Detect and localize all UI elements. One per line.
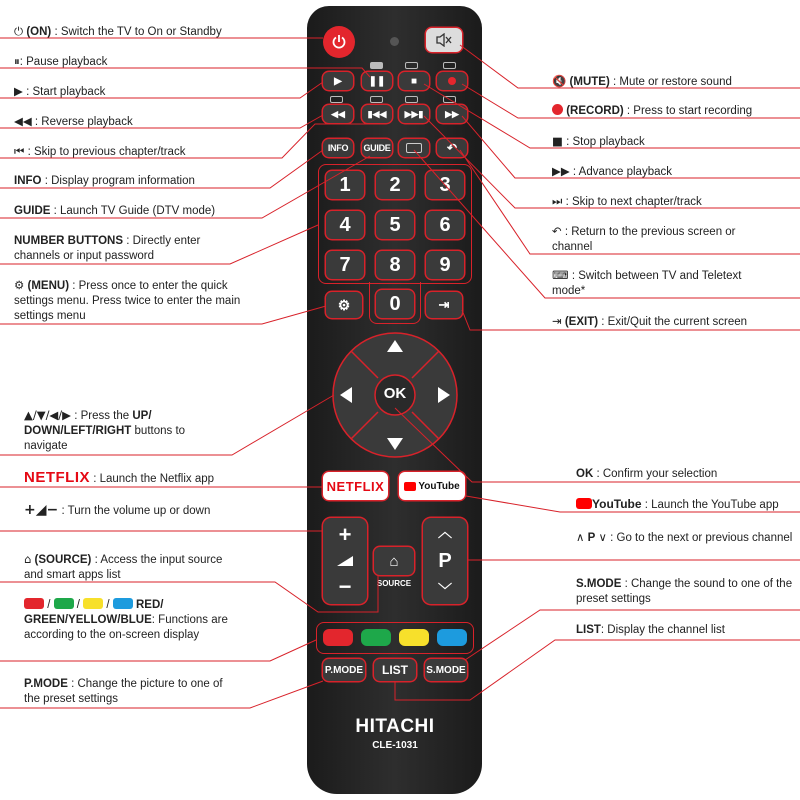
number-button-8[interactable]: 8 (376, 251, 414, 279)
ok-button[interactable]: OK (383, 385, 407, 402)
chevron-down-icon: ﹀ (438, 582, 452, 598)
number-button-1[interactable]: 1 (326, 171, 364, 199)
smode-button[interactable]: S.MODE (425, 659, 467, 681)
label-list: LIST: Display the channel list (576, 624, 725, 636)
pmode-button[interactable]: P.MODE (323, 659, 365, 681)
netflix-button[interactable] (323, 472, 388, 500)
label-power: ⏻ (ON) : Switch the TV to On or Standby (14, 24, 222, 38)
youtube-play-icon (404, 482, 416, 491)
red-swatch (24, 598, 44, 609)
label-ffwd: ▶▶ : Advance playback (552, 164, 672, 178)
skip-previous-button[interactable] (362, 105, 392, 123)
play-icon: ▶ (14, 84, 23, 98)
rewind-icon: ◀◀ (331, 108, 345, 119)
youtube-logo: YouTube (592, 497, 642, 511)
skip-next-icon: ▶▶▮ (404, 108, 424, 119)
back-button[interactable] (437, 139, 467, 157)
label-teletext: ⌨ : Switch between TV and Teletext mode* (552, 268, 742, 297)
skip-previous-icon: ▮◀◀ (367, 108, 387, 119)
number-button-0[interactable]: 0 (376, 290, 414, 318)
stop-icon: ■ (410, 75, 418, 87)
label-prev: ⏮ : Skip to previous chapter/track (14, 144, 186, 158)
label-mute: 🔇 (MUTE) : Mute or restore sound (552, 74, 732, 88)
netflix-logo: NETFLIX (24, 469, 90, 486)
label-numbers: NUMBER BUTTONS : Directly enter channels or input password (14, 235, 201, 262)
label-record: (RECORD) : Press to start recording (552, 104, 797, 119)
volume-up-icon: + (338, 522, 352, 547)
label-channel: ∧ P ∨ : Go to the next or previous channel (576, 530, 793, 544)
exit-button[interactable] (426, 292, 462, 318)
info-button[interactable]: INFO (323, 139, 353, 157)
label-back: ↶ : Return to the previous screen or channel (552, 224, 736, 253)
teletext-button[interactable] (399, 139, 429, 157)
arrows-icon: ▲/▼/◀/▶ (24, 408, 71, 422)
number-button-3[interactable]: 3 (426, 171, 464, 199)
model-number: CLE-1031 (372, 740, 418, 751)
rewind-button[interactable] (323, 105, 353, 123)
chevron-up-icon: ∧ (576, 530, 585, 544)
label-colors: / / / RED/ GREEN/YELLOW/BLUE: Functions are according to the on-screen display (24, 599, 228, 641)
gear-icon: ⚙ (14, 278, 25, 292)
blue-swatch (113, 598, 133, 609)
label-netflix: NETFLIX : Launch the Netflix app (24, 469, 215, 486)
label-stop: ■ : Stop playback (552, 134, 645, 148)
label-menu: ⚙ (MENU) : Press once to enter the quick settings menu. Press twice to enter the main settings menu (14, 278, 241, 322)
mute-button[interactable] (426, 28, 462, 52)
power-icon: ⏻ (14, 24, 24, 38)
fast-forward-button[interactable] (437, 105, 467, 123)
channel-rocker[interactable] (423, 518, 467, 604)
guide-button[interactable]: GUIDE (362, 139, 392, 157)
teletext-mini-icon (370, 62, 383, 69)
label-rewind: ◀◀ : Reverse playback (14, 114, 133, 128)
teletext-mini-icon (405, 96, 418, 103)
exit-icon: ⇥ (438, 297, 450, 312)
number-button-5[interactable]: 5 (376, 211, 414, 239)
teletext-icon: ⌨ (552, 268, 569, 282)
skip-previous-icon: ⏮ (14, 144, 25, 158)
green-button[interactable] (361, 629, 391, 646)
volume-wedge-icon (337, 556, 353, 566)
fast-forward-icon: ▶▶ (445, 108, 459, 119)
source-caption: SOURCE (376, 579, 412, 588)
label-pause: ⏸: Pause playback (14, 54, 108, 68)
teletext-mini-icon (330, 96, 343, 103)
back-icon: ↶ (446, 141, 458, 155)
number-button-6[interactable]: 6 (426, 211, 464, 239)
yellow-swatch (83, 598, 103, 609)
teletext-mini-icon (443, 96, 456, 103)
rewind-icon: ◀◀ (14, 114, 32, 128)
teletext-mini-icon (405, 62, 418, 69)
green-swatch (54, 598, 74, 609)
pause-icon: ⏸ (14, 54, 20, 68)
label-smode: S.MODE : Change the sound to one of the preset settings (576, 578, 793, 605)
pause-icon: ❚❚ (368, 75, 386, 87)
gear-icon: ⚙ (337, 296, 351, 313)
stop-icon: ■ (552, 134, 563, 148)
ir-sensor (390, 37, 399, 46)
skip-next-button[interactable] (399, 105, 429, 123)
list-button[interactable]: LIST (374, 659, 416, 681)
fast-forward-icon: ▶▶ (552, 164, 570, 178)
teletext-mini-icon (443, 62, 456, 69)
pause-button[interactable] (362, 72, 392, 90)
red-button[interactable] (323, 629, 353, 646)
label-info: INFO : Display program information (14, 175, 195, 187)
teletext-icon (406, 143, 422, 153)
leader-colors (0, 640, 316, 661)
label-nav: ▲/▼/◀/▶ : Press the UP/ DOWN/LEFT/RIGHT buttons to navigate (24, 408, 186, 452)
brand-logo: HITACHI (355, 716, 435, 737)
youtube-button[interactable] (399, 472, 465, 500)
number-button-2[interactable]: 2 (376, 171, 414, 199)
blue-button[interactable] (437, 629, 467, 646)
label-next: ⏭ : Skip to next chapter/track (552, 194, 702, 208)
channel-p-label: P (438, 549, 452, 572)
youtube-logo-icon (576, 498, 592, 509)
volume-down-icon: − (338, 574, 352, 599)
mute-icon (436, 33, 452, 47)
chevron-down-icon: ∨ (598, 530, 607, 544)
record-icon (448, 77, 456, 85)
mute-icon: 🔇 (552, 74, 567, 88)
label-guide: GUIDE : Launch TV Guide (DTV mode) (14, 205, 216, 217)
home-icon: ⌂ (389, 552, 399, 570)
label-exit: ⇥ (EXIT) : Exit/Quit the current screen (552, 314, 748, 328)
power-icon (331, 34, 347, 50)
play-button[interactable] (323, 72, 353, 90)
play-icon: ▶ (334, 75, 342, 87)
volume-rocker[interactable] (323, 518, 367, 604)
label-play: ▶ : Start playback (14, 84, 106, 98)
yellow-button[interactable] (399, 629, 429, 646)
chevron-up-icon: ︿ (438, 524, 452, 540)
label-youtube: YouTube : Launch the YouTube app (576, 497, 798, 513)
back-icon: ↶ (552, 224, 562, 238)
exit-icon: ⇥ (552, 314, 562, 328)
label-volume: +◢− : Turn the volume up or down (24, 502, 211, 518)
power-button[interactable] (323, 26, 355, 58)
volume-icon: +◢− (24, 502, 59, 518)
record-icon (552, 104, 563, 115)
source-button[interactable] (374, 547, 414, 575)
youtube-button-label: YouTube (418, 480, 460, 492)
record-button[interactable] (437, 72, 467, 90)
number-button-7[interactable]: 7 (326, 251, 364, 279)
teletext-mini-icon (370, 96, 383, 103)
number-button-9[interactable]: 9 (426, 251, 464, 279)
label-pmode: P.MODE : Change the picture to one of the preset settings (24, 678, 223, 705)
label-source: ⌂ (SOURCE) : Access the input source and smart apps list (24, 552, 223, 581)
skip-next-icon: ⏭ (552, 194, 563, 208)
home-icon: ⌂ (24, 552, 32, 566)
label-ok: OK : Confirm your selection (576, 468, 718, 480)
stop-button[interactable] (399, 72, 429, 90)
netflix-button-label: NETFLIX (326, 478, 385, 494)
menu-button[interactable] (326, 292, 362, 318)
number-button-4[interactable]: 4 (326, 211, 364, 239)
